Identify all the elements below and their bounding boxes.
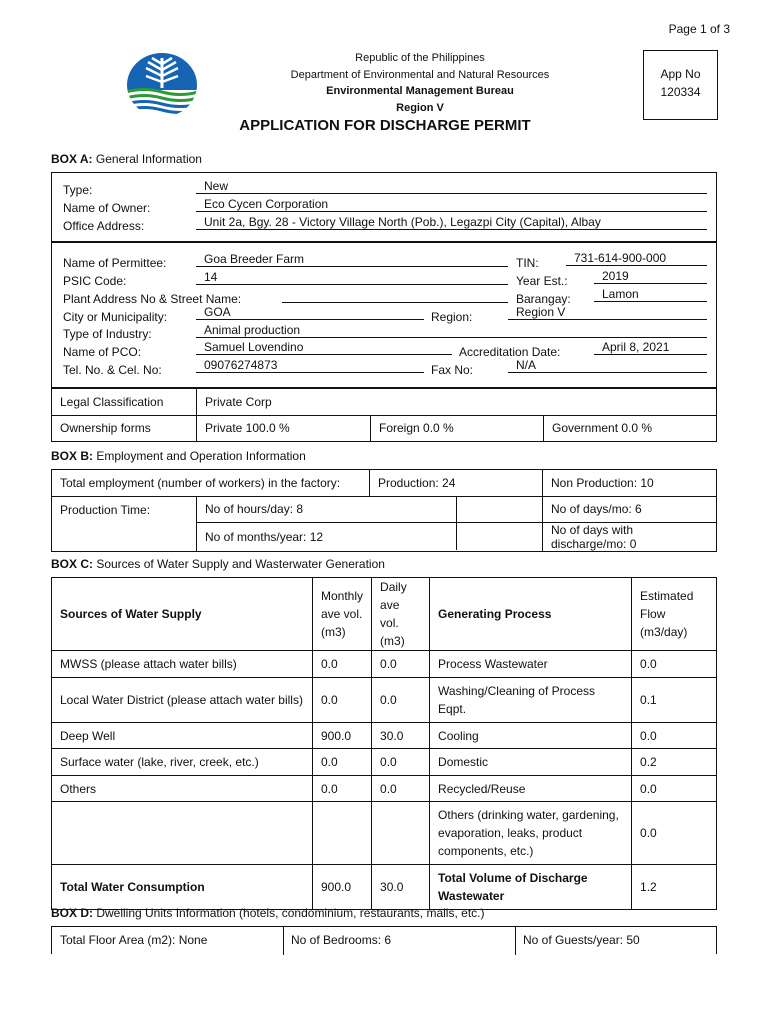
row-monthly: 0.0 [313, 678, 372, 723]
page-title: APPLICATION FOR DISCHARGE PERMIT [239, 117, 531, 134]
row-source [52, 802, 313, 865]
fax-label: Fax No: [431, 363, 474, 377]
header-monthly: Monthly ave vol. (m3) [313, 578, 372, 651]
dwelling-divider-1 [283, 927, 284, 955]
plant-address-label: Plant Address No & Street Name: [63, 292, 242, 306]
office-value: Unit 2a, Bgy. 28 - Victory Village North (Pob.), Legazpi City (Capital), Albay [196, 216, 707, 230]
row-flow: 0.0 [632, 776, 717, 802]
row-daily: 30.0 [372, 723, 430, 749]
floor-area: Total Floor Area (m2): None [60, 933, 208, 947]
row-daily: 0.0 [372, 651, 430, 678]
dwelling-table [51, 926, 717, 954]
city-value: GOA [196, 306, 424, 320]
row-source: Deep Well [52, 723, 313, 749]
city-label: City or Municipality: [63, 310, 168, 324]
tel-label: Tel. No. & Cel. No: [63, 363, 162, 377]
total-daily: 30.0 [372, 865, 430, 910]
header-source: Sources of Water Supply [52, 578, 313, 651]
ownership-private: Private 100.0 % [197, 415, 371, 442]
row-source: Surface water (lake, river, creek, etc.) [52, 749, 313, 776]
guests: No of Guests/year: 50 [523, 933, 640, 947]
type-label: Type: [63, 183, 93, 197]
box-b-divider [456, 496, 457, 550]
row-monthly: 900.0 [313, 723, 372, 749]
region-value: Region V [508, 306, 707, 320]
row-process: Domestic [430, 749, 632, 776]
row-process: Recycled/Reuse [430, 776, 632, 802]
row-flow: 0.2 [632, 749, 717, 776]
row-flow: 0.0 [632, 651, 717, 678]
year-label: Year Est.: [516, 274, 568, 288]
agency-header [230, 50, 610, 116]
row-monthly: 0.0 [313, 776, 372, 802]
dwelling-divider-2 [515, 927, 516, 955]
row-daily: 0.0 [372, 749, 430, 776]
app-number-box [643, 50, 718, 120]
total-source: Total Water Consumption [52, 865, 313, 910]
industry-value: Animal production [196, 324, 707, 338]
classification-table [51, 388, 717, 442]
header-bureau: Environmental Management Bureau [326, 85, 514, 97]
row-daily [372, 802, 430, 865]
hours-per-day: No of hours/day: 8 [197, 496, 543, 523]
barangay-label: Barangay: [516, 292, 571, 306]
table-row [52, 651, 717, 678]
table-row [52, 802, 717, 865]
accreditation-label: Accreditation Date: [459, 345, 561, 359]
row-monthly: 0.0 [313, 749, 372, 776]
region-label: Region: [431, 310, 473, 324]
psic-value: 14 [196, 271, 508, 285]
total-employment-label: Total employment (number of workers) in the factory: [52, 470, 370, 497]
row-process: Others (drinking water, gardening, evaporation, leaks, product components, etc.) [430, 802, 632, 865]
box-b-heading: BOX B: Employment and Operation Information [51, 449, 306, 463]
header-daily: Daily ave vol. (m3) [372, 578, 430, 651]
total-process: Total Volume of Discharge Wastewater [430, 865, 632, 910]
tin-label: TIN: [516, 256, 539, 270]
row-monthly: 0.0 [313, 651, 372, 678]
row-process: Process Wastewater [430, 651, 632, 678]
app-number-value: 120334 [660, 85, 701, 99]
row-source: Local Water District (please attach water bills) [52, 678, 313, 723]
denr-logo [126, 52, 198, 118]
header-region: Region V [396, 101, 444, 114]
permittee-value: Goa Breeder Farm [196, 253, 508, 267]
tin-value: 731-614-900-000 [566, 252, 707, 266]
row-source: Others [52, 776, 313, 802]
total-monthly: 900.0 [313, 865, 372, 910]
row-flow: 0.0 [632, 723, 717, 749]
ownership-label: Ownership forms [52, 415, 197, 442]
pco-label: Name of PCO: [63, 345, 142, 359]
days-per-month: No of days/mo: 6 [543, 496, 717, 523]
row-process: Washing/Cleaning of Process Eqpt. [430, 678, 632, 723]
table-row [52, 749, 717, 776]
box-d-heading: BOX D: Dwelling Units Information (hotels, condominium, restaurants, malls, etc.) [51, 906, 485, 920]
production-time-label: Production Time: [52, 496, 197, 552]
row-monthly [313, 802, 372, 865]
pco-value: Samuel Lovendino [196, 341, 452, 355]
box-a-heading: BOX A: General Information [51, 152, 202, 166]
industry-label: Type of Industry: [63, 327, 152, 341]
row-flow: 0.1 [632, 678, 717, 723]
header-republic: Republic of the Philippines [355, 52, 485, 64]
box-c-heading: BOX C: Sources of Water Supply and Wasterwater Generation [51, 557, 385, 571]
ownership-government: Government 0.0 % [544, 415, 717, 442]
employment-table [51, 469, 717, 552]
header-process: Generating Process [430, 578, 632, 651]
row-flow: 0.0 [632, 802, 717, 865]
water-supply-table [51, 577, 717, 910]
total-flow: 1.2 [632, 865, 717, 910]
header-department: Department of Environmental and Natural Resources [290, 68, 550, 81]
row-daily: 0.0 [372, 776, 430, 802]
legal-classification-value: Private Corp [197, 389, 717, 416]
permittee-label: Name of Permittee: [63, 256, 167, 270]
owner-value: Eco Cycen Corporation [196, 198, 707, 212]
barangay-value: Lamon [594, 288, 707, 302]
table-row [52, 776, 717, 802]
table-row [52, 678, 717, 723]
accreditation-value: April 8, 2021 [594, 341, 707, 355]
header-flow: Estimated Flow (m3/day) [632, 578, 717, 651]
tel-value: 09076274873 [196, 359, 424, 373]
psic-label: PSIC Code: [63, 274, 127, 288]
discharge-days: No of days with discharge/mo: 0 [543, 523, 717, 552]
row-source: MWSS (please attach water bills) [52, 651, 313, 678]
app-number-label: App No [660, 67, 701, 81]
ownership-foreign: Foreign 0.0 % [371, 415, 544, 442]
row-process: Cooling [430, 723, 632, 749]
non-production-count: Non Production: 10 [543, 470, 717, 497]
production-count: Production: 24 [370, 470, 543, 497]
owner-label: Name of Owner: [63, 201, 151, 215]
total-row [52, 865, 717, 910]
type-value: New [196, 180, 707, 194]
table-row [52, 723, 717, 749]
bedrooms: No of Bedrooms: 6 [291, 933, 392, 947]
months-per-year: No of months/year: 12 [197, 523, 543, 552]
page-number: Page 1 of 3 [668, 22, 730, 36]
office-label: Office Address: [63, 219, 145, 233]
plant-address-value [282, 289, 508, 303]
legal-classification-label: Legal Classification [52, 389, 197, 416]
year-value: 2019 [594, 270, 707, 284]
fax-value: N/A [508, 359, 707, 373]
row-daily: 0.0 [372, 678, 430, 723]
